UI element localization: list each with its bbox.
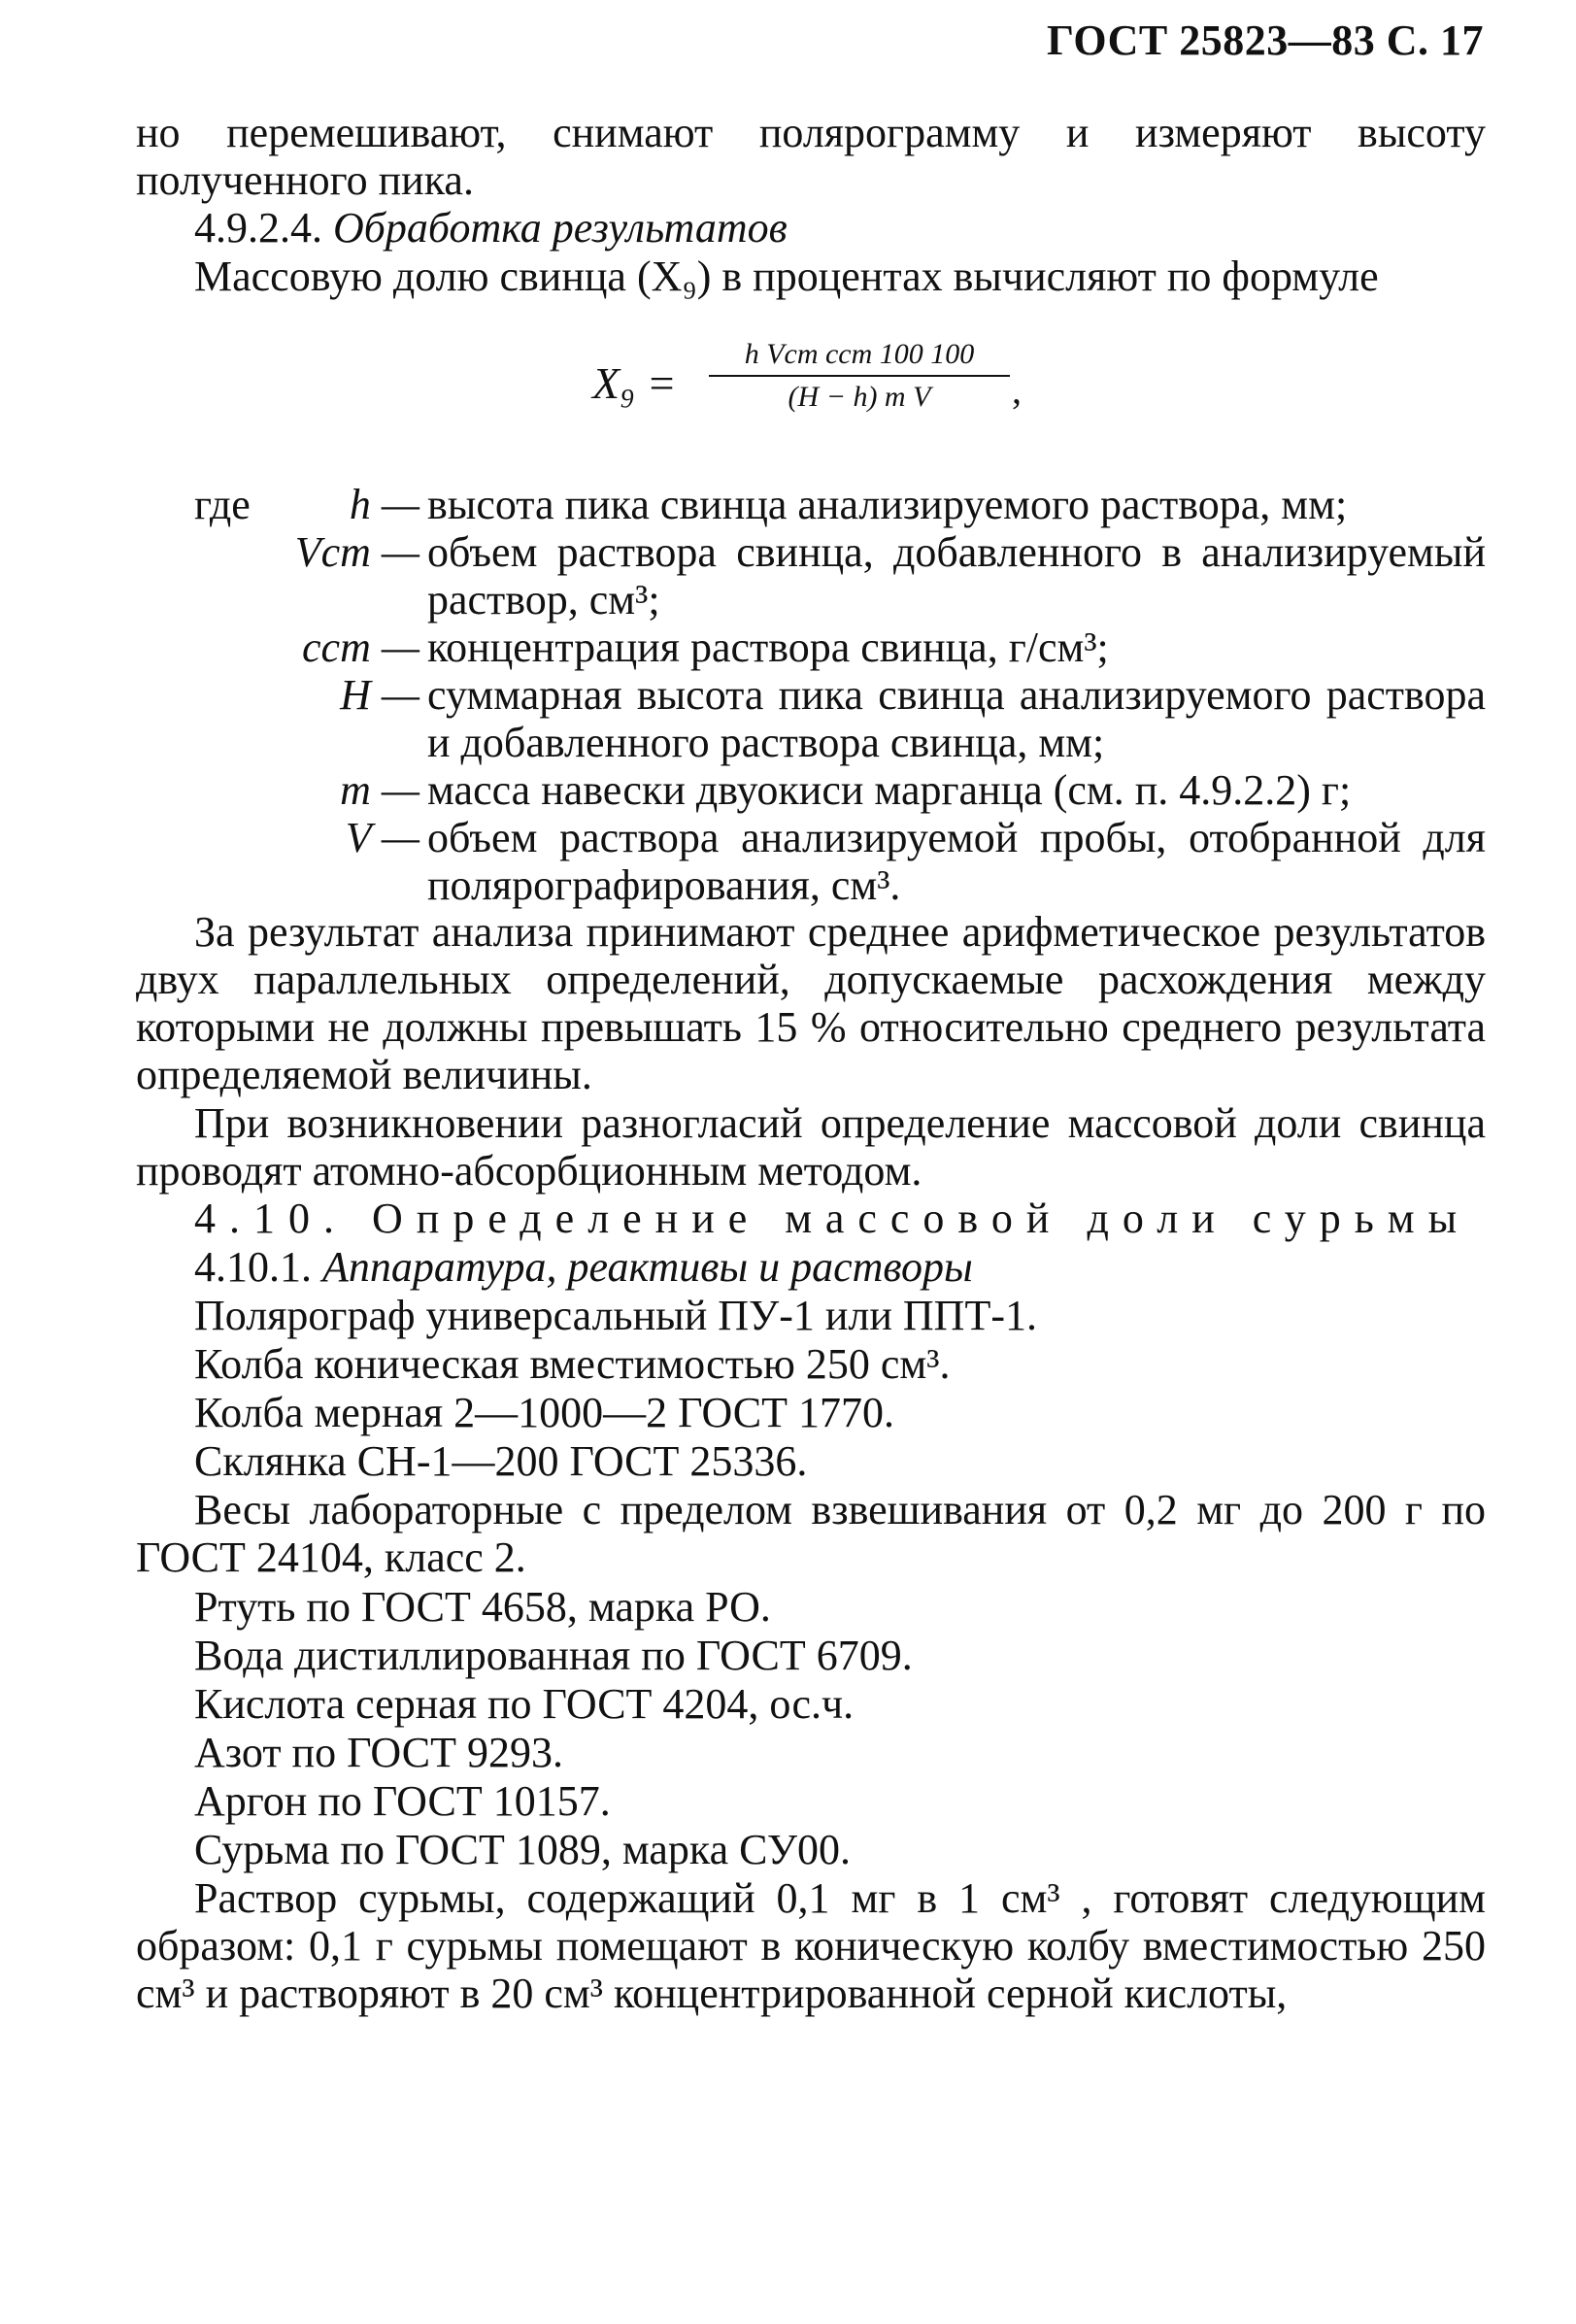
- list-item: Колба мерная 2—1000—2 ГОСТ 1770.: [194, 1389, 895, 1436]
- paragraph-continuation: но перемешивают, снимают полярограмму и измеряют высоту полученного пика.: [136, 109, 1486, 204]
- section-number: 4.10.1.: [194, 1243, 312, 1291]
- section-title: Обработка результатов: [333, 204, 788, 252]
- definition-symbol: h —: [349, 481, 419, 528]
- formula-lhs: X₉ =: [592, 358, 677, 408]
- definition-symbol: Vст —: [294, 528, 419, 576]
- definition-item: [194, 528, 1486, 623]
- definition-item: [194, 814, 1486, 909]
- paragraph-result: За результат анализа принимают среднее арифметическое результатов двух параллельных определений, допускаемые расхождения между которыми не должны превышать 15 % относительно среднего результата определяемой величины.: [136, 908, 1486, 1098]
- list-item: Вода дистиллированная по ГОСТ 6709.: [194, 1632, 913, 1679]
- definition-item: [194, 481, 1486, 528]
- definition-symbol: cст —: [302, 623, 419, 671]
- paragraph-solution: Раствор сурьмы, содержащий 0,1 мг в 1 см³ , готовят следующим образом: 0,1 г сурьмы помещают в коническую колбу вместимостью 250 см³ и растворяют в 20 см³ концентрированной серной кислоты,: [136, 1874, 1486, 2017]
- list-item: Полярограф универсальный ПУ-1 или ППТ-1.: [194, 1292, 1037, 1339]
- list-item: Ртуть по ГОСТ 4658, марка РО.: [194, 1583, 771, 1631]
- section-410-heading: 4.10. Определение массовой доли сурьмы: [194, 1195, 1471, 1242]
- formula-numerator: h Vст cст 100 100: [744, 338, 975, 370]
- formula-fraction: [709, 338, 1010, 414]
- definition-symbol: V —: [345, 814, 419, 861]
- definitions-list: [194, 481, 1486, 909]
- paragraph-dispute: При возникновении разногласий определение массовой доли свинца проводят атомно-абсорбционным методом.: [136, 1099, 1486, 1195]
- fraction-bar: [709, 375, 1010, 377]
- definition-item: [194, 766, 1486, 814]
- definition-item: [194, 671, 1486, 766]
- list-item: Колба коническая вместимостью 250 см³.: [194, 1340, 951, 1388]
- list-item: Сурьма по ГОСТ 1089, марка СУ00.: [194, 1826, 852, 1873]
- section-4924-heading: [194, 204, 788, 252]
- list-item: Кислота серная по ГОСТ 4204, ос.ч.: [194, 1680, 855, 1728]
- definition-symbol: m —: [340, 766, 419, 814]
- definition-text: высота пика свинца анализируемого раствора, мм;: [427, 481, 1348, 528]
- definition-symbol: H —: [340, 671, 419, 719]
- list-item: Азот по ГОСТ 9293.: [194, 1729, 563, 1776]
- section-title: Аппаратура, реактивы и растворы: [322, 1243, 973, 1291]
- definition-text: масса навески двуокиси марганца (см. п. 4.9.2.2) г;: [427, 766, 1352, 814]
- paragraph-scales: Весы лабораторные с пределом взвешивания от 0,2 мг до 200 г по ГОСТ 24104, класс 2.: [136, 1486, 1486, 1581]
- definition-text: объем раствора свинца, добавленного в анализируемый раствор, см³;: [427, 528, 1486, 623]
- where-label: где: [194, 481, 251, 528]
- definition-text: объем раствора анализируемой пробы, отобранной для полярографирования, см³.: [427, 814, 1486, 909]
- definition-text: суммарная высота пика свинца анализируемого раствора и добавленного раствора свинца, мм;: [427, 671, 1486, 766]
- section-number: 4.9.2.4.: [194, 204, 322, 252]
- page-header: ГОСТ 25823—83 С. 17: [1046, 17, 1484, 64]
- definition-text: концентрация раствора свинца, г/см³;: [427, 623, 1109, 671]
- list-item: Склянка СН-1—200 ГОСТ 25336.: [194, 1437, 808, 1485]
- formula-comma: ,: [1012, 368, 1022, 412]
- formula-denominator: (H − h) m V: [788, 381, 931, 413]
- definition-item: [194, 623, 1486, 671]
- section-4101-heading: [194, 1243, 973, 1291]
- list-item: Аргон по ГОСТ 10157.: [194, 1777, 611, 1825]
- formula-intro: Массовую долю свинца (X₉) в процентах вычисляют по формуле: [194, 253, 1379, 300]
- formula: [592, 330, 1078, 437]
